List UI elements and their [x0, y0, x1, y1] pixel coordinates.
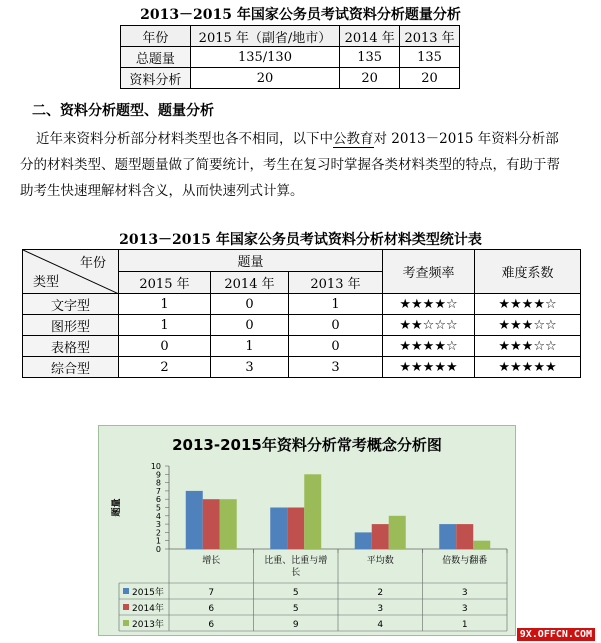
table-cell: 0 [289, 315, 383, 336]
table-cell: 1 [119, 315, 211, 336]
material-type-table [22, 249, 581, 378]
bar [220, 499, 237, 549]
type-label: 综合型 [23, 357, 119, 378]
y-tick-label: 1 [155, 536, 161, 546]
table-cell: 1 [211, 336, 289, 357]
data-label: 6 [208, 604, 215, 614]
table-row [23, 357, 581, 378]
y-tick-label: 8 [155, 478, 161, 488]
table-cell: 0 [211, 294, 289, 315]
question-count-table [120, 25, 460, 89]
bar [304, 474, 321, 549]
difficulty-stars: ★★★★★ [475, 357, 581, 378]
bar [287, 508, 304, 550]
frequency-stars: ★★★★☆ [383, 294, 475, 315]
y-tick-label: 10 [150, 462, 161, 471]
data-label: 7 [208, 588, 215, 598]
y-tick-label: 3 [155, 520, 161, 530]
table-header-row [23, 250, 581, 272]
table-cell: 3 [289, 357, 383, 378]
y-tick-label: 4 [155, 511, 161, 521]
table1-title: 2013－2015 年国家公务员考试资料分析题量分析 [140, 7, 461, 23]
table-header-row [121, 26, 460, 47]
bar [456, 524, 473, 549]
y-tick-label: 0 [155, 545, 161, 554]
legend-label: 2014年 [132, 604, 164, 614]
corner-year-label: 年份 [79, 256, 106, 271]
data-label: 1 [461, 620, 468, 630]
table-cell: 0 [211, 315, 289, 336]
header-2013: 2013 年 [400, 26, 460, 47]
bar [473, 541, 490, 549]
y-tick-label: 9 [155, 470, 161, 480]
table-cell: 1 [289, 294, 383, 315]
legend-key [123, 620, 129, 626]
table-cell: 3 [211, 357, 289, 378]
corner-header [23, 250, 119, 294]
chart-title: 2013-2015年资料分析常考概念分析图 [172, 436, 442, 454]
paragraph-line-3: 助考生快速理解材料含义，从而快速列式计算。 [20, 183, 304, 199]
x-category-label: 增长 [202, 556, 221, 566]
header-year: 年份 [121, 26, 191, 47]
section-heading: 二、资料分析题型、题量分析 [32, 103, 214, 119]
concept-chart [98, 425, 516, 636]
bar [439, 524, 456, 549]
table-row [121, 47, 460, 68]
table-cell: 20 [340, 68, 400, 89]
y-tick-label: 5 [155, 503, 161, 513]
legend-key [123, 588, 129, 594]
table-cell: 20 [190, 68, 340, 89]
header-year-2015: 2015 年 [119, 272, 211, 294]
legend-label: 2015年 [132, 588, 164, 598]
table-cell: 0 [289, 336, 383, 357]
y-tick-label: 6 [155, 495, 161, 505]
difficulty-stars: ★★★☆☆ [475, 315, 581, 336]
bar [389, 516, 406, 549]
table-cell: 1 [119, 294, 211, 315]
data-label: 4 [377, 620, 384, 630]
x-category-label: 倍数与翻番 [442, 556, 488, 566]
table-cell: 20 [400, 68, 460, 89]
table-cell: 2 [119, 357, 211, 378]
data-label: 5 [292, 604, 299, 614]
chart-canvas [99, 426, 515, 635]
bar [186, 491, 203, 549]
data-label: 2 [377, 588, 384, 598]
paragraph-line-2: 分的材料类型、题型题量做了简要统计，考生在复习时掌握各类材料类型的特点，有助于帮 [20, 157, 560, 173]
table-cell: 0 [119, 336, 211, 357]
data-label: 3 [377, 604, 384, 614]
corner-type-label: 类型 [33, 275, 60, 290]
bar [372, 524, 389, 549]
x-category-label: 长 [291, 568, 301, 578]
header-2014: 2014 年 [340, 26, 400, 47]
bar [355, 532, 372, 549]
bar [203, 499, 220, 549]
y-tick-label: 7 [155, 486, 161, 496]
table2-title: 2013－2015 年国家公务员考试资料分析材料类型统计表 [119, 232, 482, 248]
frequency-stars: ★★★★☆ [383, 336, 475, 357]
header-count: 题量 [119, 250, 383, 272]
row-label: 资料分析 [121, 68, 191, 89]
site-watermark: 9X.OFFCN.COM [517, 628, 595, 641]
frequency-stars: ★★☆☆☆ [383, 315, 475, 336]
table-cell: 135 [400, 47, 460, 68]
chart-ylabel: 题量 [112, 498, 122, 517]
table-cell: 135 [340, 47, 400, 68]
x-category-label: 平均数 [366, 556, 394, 566]
paragraph-text: 对 2013－2015 年资料分析部 [373, 131, 559, 147]
table-row [23, 294, 581, 315]
type-label: 文字型 [23, 294, 119, 315]
table-row [121, 68, 460, 89]
type-label: 图形型 [23, 315, 119, 336]
data-label: 9 [292, 620, 299, 630]
header-2015: 2015 年（副省/地市） [190, 26, 340, 47]
row-label: 总题量 [121, 47, 191, 68]
bar [270, 508, 287, 550]
paragraph-text: 近年来资料分析部分材料类型也各不相同，以下中 [36, 131, 333, 147]
data-label: 5 [292, 588, 299, 598]
chart-svg [99, 426, 515, 635]
data-label: 3 [461, 604, 468, 614]
table-cell: 135/130 [190, 47, 340, 68]
x-category-label: 比重、比重与增 [264, 556, 328, 566]
difficulty-stars: ★★★★☆ [475, 294, 581, 315]
legend-key [123, 604, 129, 610]
data-label: 3 [461, 588, 468, 598]
brand-link[interactable]: 公教育 [333, 131, 374, 147]
difficulty-stars: ★★★☆☆ [475, 336, 581, 357]
paragraph-line-1 [20, 126, 559, 152]
y-tick-label: 2 [155, 528, 161, 538]
data-label: 6 [208, 620, 215, 630]
type-label: 表格型 [23, 336, 119, 357]
legend-label: 2013年 [132, 620, 164, 630]
header-difficulty: 难度系数 [475, 250, 581, 294]
table-row [23, 336, 581, 357]
table-row [23, 315, 581, 336]
header-frequency: 考查频率 [383, 250, 475, 294]
frequency-stars: ★★★★★ [383, 357, 475, 378]
header-year-2013: 2013 年 [289, 272, 383, 294]
header-year-2014: 2014 年 [211, 272, 289, 294]
